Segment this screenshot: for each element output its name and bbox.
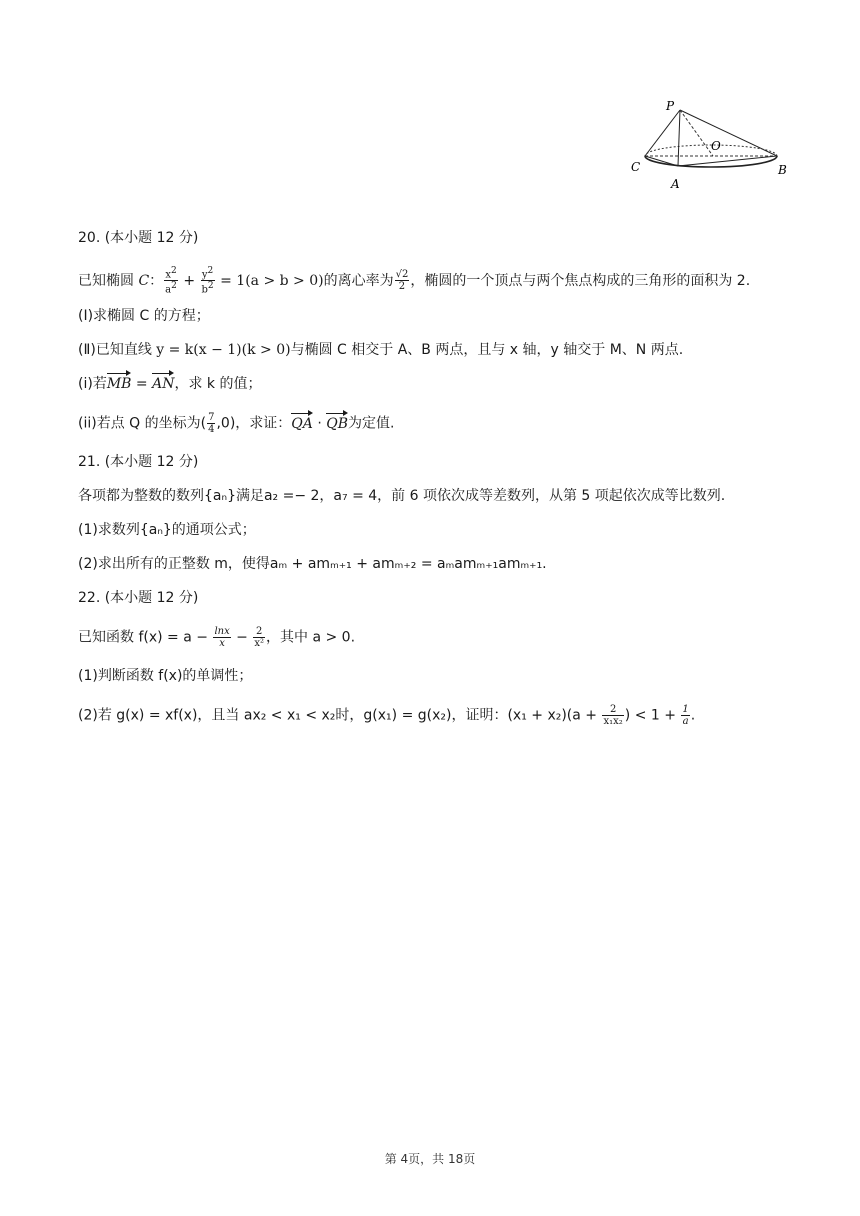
label-p: P — [666, 99, 675, 113]
q22-stem: 已知函数 f(x) = a − $\frac{\ln x}{x}$ − $\frac{2}{\text{x²}}$ ，其中 a > 0. — [78, 626, 356, 649]
q22-heading: 22. (本小题 12 分) — [78, 590, 199, 606]
q20-heading: 20. (本小题 12 分) — [78, 230, 199, 246]
page-footer: 第 4页，共 18页 — [384, 1152, 476, 1166]
label-b: B — [778, 163, 787, 177]
label-c: C — [631, 160, 641, 174]
edge-pa — [678, 110, 680, 166]
q21-part2: (2)求出所有的正整数 m，使得aₘ + amₘ₊₁ + amₘ₊₂ = aₘamₘ₊₁amₘ₊₁. — [78, 556, 547, 572]
cone-figure — [628, 96, 794, 196]
q22-part1: (1)判断函数 f(x)的单调性； — [78, 668, 253, 684]
q20-stem: 已知椭圆 C： $\frac{x^2}{a^2}$ + $\frac{y^2}{b^2}$ = 1(a > b > 0)的离心率为 $\frac{√2}{2}$ ，椭圆的一个顶点与两个焦点构成的三角形的面积为 2. — [78, 266, 751, 296]
q21-heading: 21. (本小题 12 分) — [78, 454, 199, 470]
q20-part1: (Ⅰ)求椭圆 C 的方程； — [78, 308, 210, 324]
q20-sub-ii: (ii)若点 Q 的坐标为( $\frac{7}{4}$ ,0)，求证：QA · QB为定值. — [78, 412, 395, 435]
q22-part2: (2)若 g(x) = xf(x)，且当 ax₂ < x₁ < x₂时，g(x₁) = g(x₂)，证明：(x₁ + x₂)(a + $\frac{2}{\text{x₁x₂}}$ ) < 1 + $\frac{1}{a}$ . — [78, 704, 696, 727]
edge-pb — [680, 110, 777, 156]
q20-part2: (Ⅱ)已知直线 y = k(x − 1)(k > 0)与椭圆 C 相交于 A、B 两点，且与 x 轴，y 轴交于 M、N 两点. — [78, 342, 684, 358]
edge-po — [680, 110, 713, 156]
q21-part1: (1)求数列{aₙ}的通项公式； — [78, 522, 256, 538]
q21-stem: 各项都为整数的数列{aₙ}满足a₂ =− 2，a₇ = 4，前 6 项依次成等差数列，从第 5 项起依次成等比数列. — [78, 488, 726, 504]
q20-sub-i: (i)若MB = AN，求 k 的值； — [78, 376, 262, 392]
edge-pc — [645, 110, 680, 156]
label-a: A — [671, 177, 680, 191]
edge-ab — [678, 156, 777, 166]
label-o: O — [711, 139, 721, 153]
